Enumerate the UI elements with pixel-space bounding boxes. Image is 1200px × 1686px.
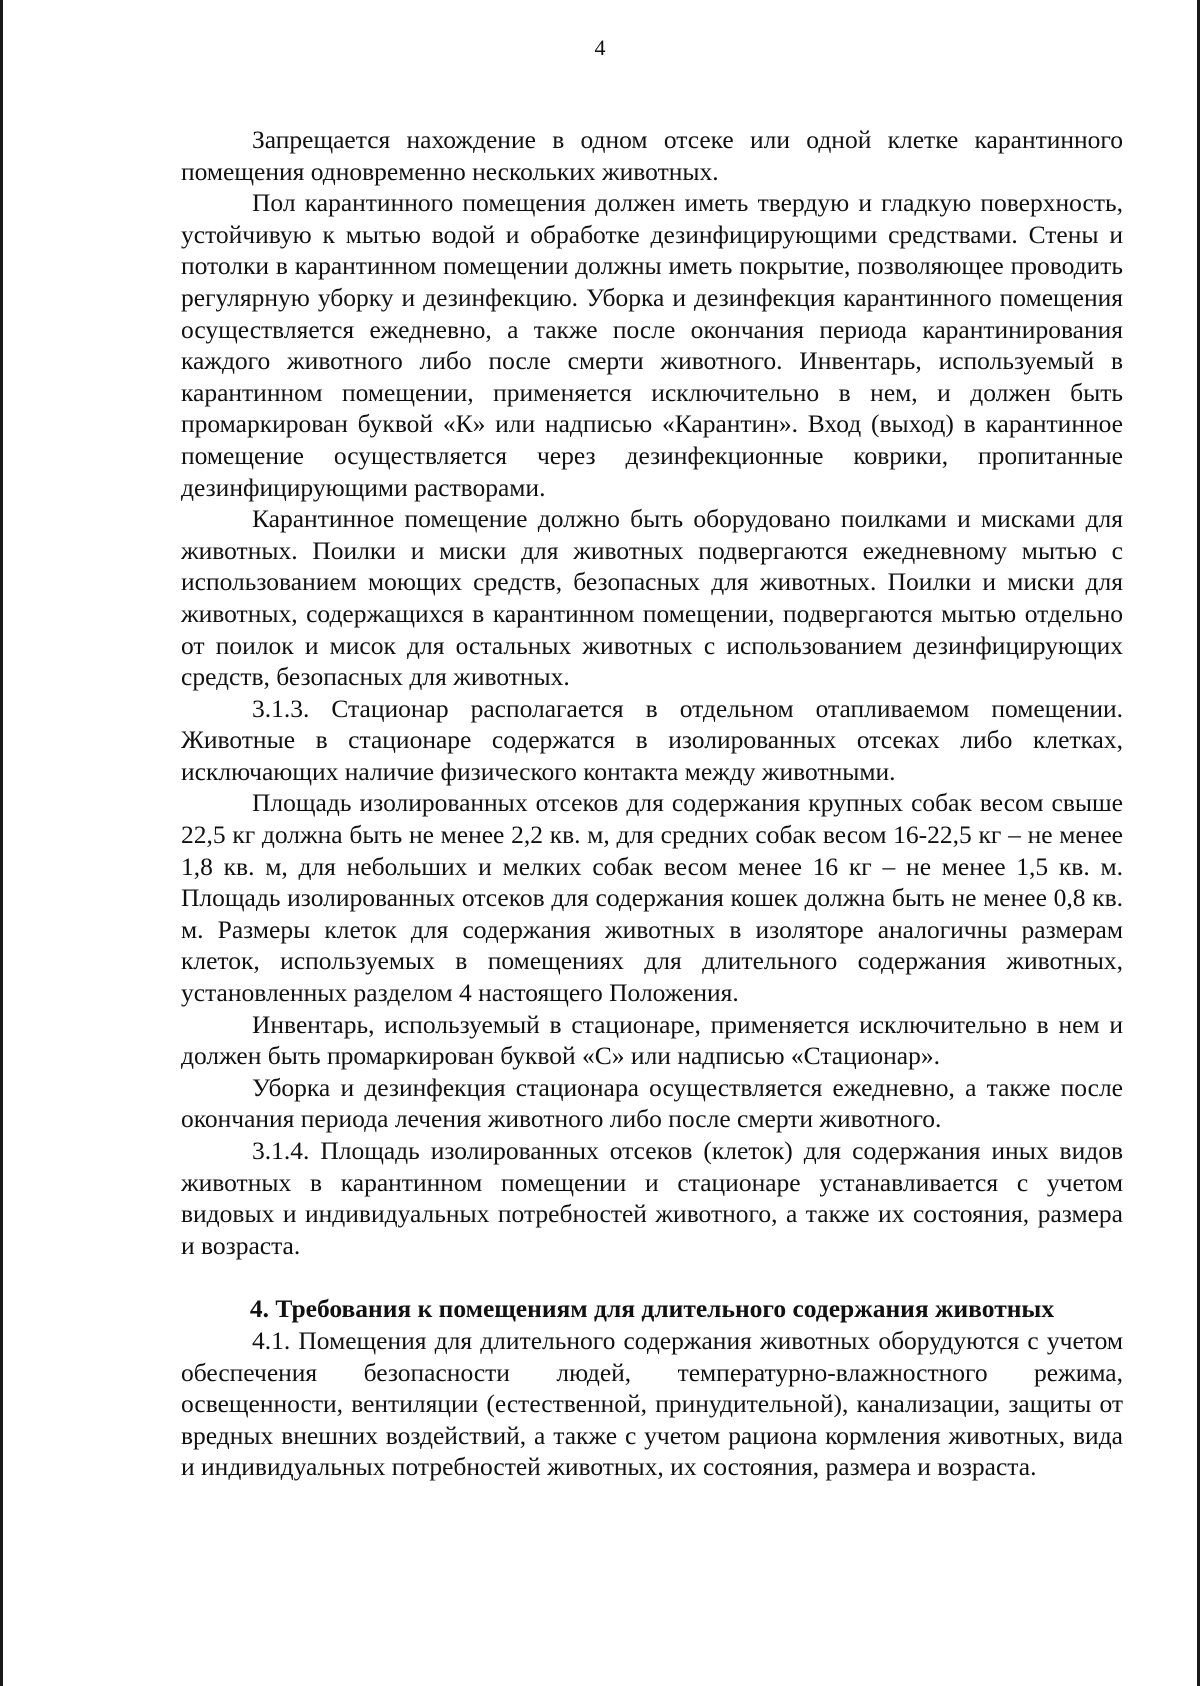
paragraph: 3.1.3. Стационар располагается в отдельном отапливаемом помещении. Животные в стационаре содержатся в изолированных отсеках либо клетках, исключающих наличие физического контакта между животными. <box>181 693 1123 786</box>
section-heading: 4. Требования к помещениям для длительного содержания животных <box>249 1294 1055 1324</box>
page-number: 4 <box>594 35 606 60</box>
paragraph: 3.1.4. Площадь изолированных отсеков (клеток) для содержания иных видов животных в карантинном помещении и стационаре устанавливается с учетом видовых и индивидуальных потребностей животного, а также их состояния, размера и возраста. <box>181 1136 1123 1260</box>
paragraph: Площадь изолированных отсеков для содержания крупных собак весом свыше 22,5 кг должна быть не менее 2,2 кв. м, для средних собак весом 16-22,5 кг – не менее 1,8 кв. м, для небольших и мелких собак весом менее 16 кг – не менее 1,5 кв. м. Площадь изолированных отсеков для содержания кошек должна быть не менее 0,8 кв. м. Размеры клеток для содержания животных в изоляторе аналогичны размерам клеток, используемых в помещениях для длительного содержания животных, установленных разделом 4 настоящего Положения. <box>181 788 1123 1008</box>
paragraph: Запрещается нахождение в одном отсеке или одной клетке карантинного помещения одновременно нескольких животных. <box>181 125 1123 186</box>
paragraph: Пол карантинного помещения должен иметь твердую и гладкую поверхность, устойчивую к мытью водой и обработке дезинфицирующими средствами. Стены и потолки в карантинном помещении должны иметь покрытие, позволяющее проводить регулярную уборку и дезинфекцию. Уборка и дезинфекция карантинного помещения осуществляется ежедневно, а также после окончания периода карантинирования каждого животного либо после смерти животного. Инвентарь, используемый в карантинном помещении, применяется исключительно в нем, и должен быть промаркирован буквой «К» или надписью «Карантин». Вход (выход) в карантинное помещение осуществляется через дезинфекционные коврики, пропитанные дезинфицирующими растворами. <box>181 188 1123 502</box>
document-body <box>181 124 1123 1483</box>
paragraph: Уборка и дезинфекция стационара осуществляется ежедневно, а также после окончания периода лечения животного либо после смерти животного. <box>181 1072 1123 1134</box>
paragraph: 4.1. Помещения для длительного содержания животных оборудуются с учетом обеспечения безопасности людей, температурно-влажностного режима, освещенности, вентиляции (естественной, принудительной), канализации, защиты от вредных внешних воздействий, а также с учетом рациона кормления животных, вида и индивидуальных потребностей животных, их состояния, размера и возраста. <box>181 1325 1123 1482</box>
scan-border-left <box>0 0 3 1686</box>
paragraph: Инвентарь, используемый в стационаре, применяется исключительно в нем и должен быть промаркирован буквой «С» или надписью «Стационар». <box>181 1009 1123 1071</box>
paragraph: Карантинное помещение должно быть оборудовано поилками и мисками для животных. Поилки и миски для животных подвергаются ежедневному мытью с использованием моющих средств, безопасных для животных. Поилки и миски для животных, содержащихся в карантинном помещении, подвергаются мытью отдельно от поилок и мисок для остальных животных с использованием дезинфицирующих средств, безопасных для животных. <box>181 504 1123 692</box>
